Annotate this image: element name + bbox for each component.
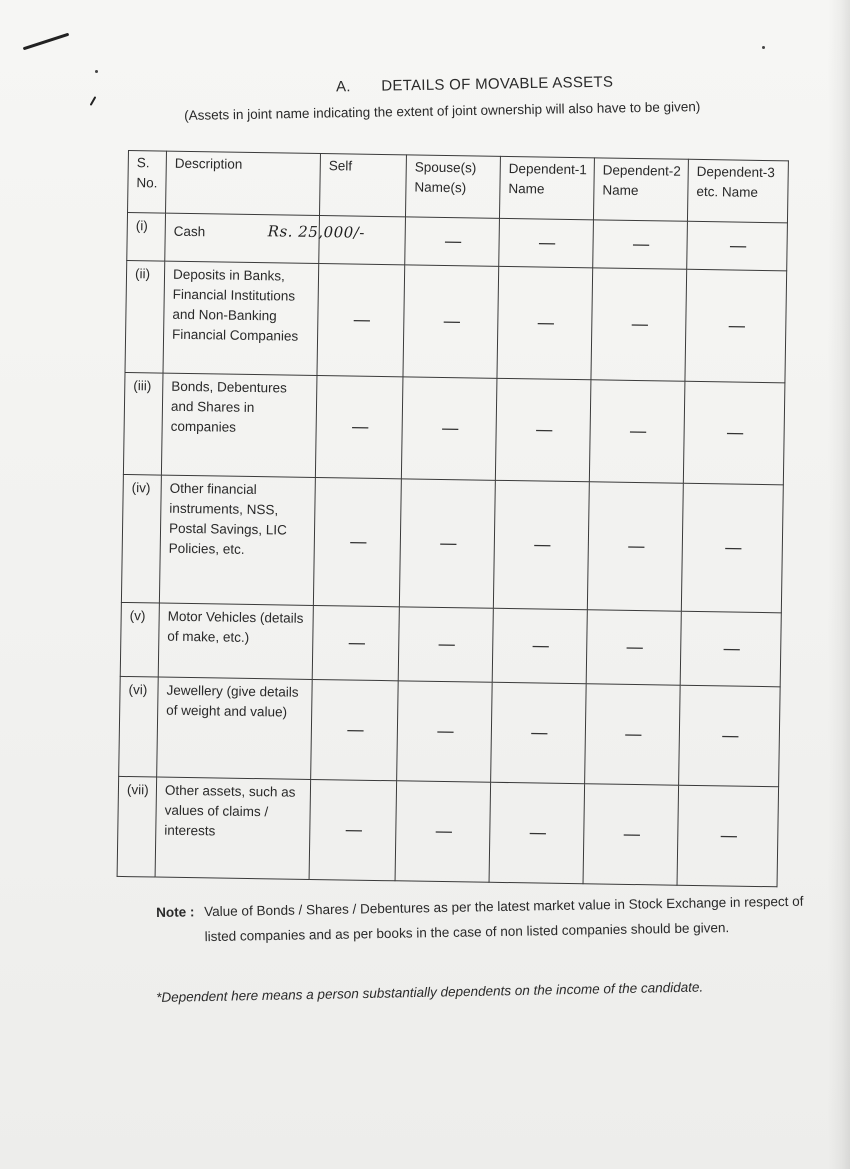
speck <box>762 46 765 49</box>
row-sno: (iv) <box>121 474 161 603</box>
row-description: Jewellery (give details of weight and value) <box>157 677 313 779</box>
row-dependent-1-value: — <box>495 378 591 481</box>
column-header-dependent-3: Dependent-3 etc. Name <box>687 159 788 223</box>
column-header-self: Self <box>319 154 406 217</box>
row-dependent-3-value: — <box>680 611 781 687</box>
page-edge-shadow <box>828 0 850 1169</box>
row-dependent-3-value: — <box>687 221 788 271</box>
row-self-value: — <box>309 779 397 880</box>
row-self-value: — <box>311 679 399 780</box>
row-self-value: — <box>317 264 405 377</box>
row-self-value: — <box>313 477 401 606</box>
row-spouse-value: — <box>405 217 500 266</box>
table-row <box>123 372 785 484</box>
row-spouse-value: — <box>397 681 493 782</box>
row-spouse-value: — <box>403 265 499 378</box>
section-letter: A. <box>335 78 351 96</box>
column-header-sno: S. No. <box>128 151 167 214</box>
row-description: Other financial instruments, NSS, Postal Savings, LIC Policies, etc. <box>159 475 315 605</box>
row-dependent-2-value: — <box>583 784 679 885</box>
row-spouse-value: — <box>395 781 491 882</box>
row-dependent-1-value: — <box>492 608 587 683</box>
row-dependent-1-value: — <box>489 782 585 883</box>
column-header-dependent-2: Dependent-2 Name <box>593 158 688 221</box>
row-sno: (iii) <box>123 372 163 475</box>
table-row <box>121 474 783 612</box>
note-label: Note : <box>156 904 195 920</box>
row-self-value <box>267 216 406 265</box>
row-sno: (vi) <box>119 676 159 777</box>
row-dependent-2-value: — <box>593 220 688 269</box>
note-text: Value of Bonds / Shares / Debentures as per the latest market value in Stock Exchange in respect of listed companies and as per books in the case of non listed companies should be given. <box>204 893 804 945</box>
row-sno: (ii) <box>125 260 165 373</box>
row-spouse-value: — <box>401 377 497 480</box>
row-dependent-2-value: — <box>591 268 687 381</box>
row-sno: (v) <box>120 602 159 677</box>
column-header-spouse: Spouse(s) Name(s) <box>405 155 500 218</box>
note-block <box>156 889 809 950</box>
row-dependent-1-value: — <box>493 480 589 609</box>
row-description: Deposits in Banks, Financial Institutions and Non-Banking Financial Companies <box>163 261 319 375</box>
table-row <box>120 602 781 686</box>
row-dependent-2-value: — <box>589 380 685 483</box>
pen-mark <box>90 96 97 106</box>
row-spouse-value: — <box>399 479 495 608</box>
assets-table-wrapper <box>117 150 788 887</box>
row-dependent-3-value: — <box>681 483 783 613</box>
row-description: Bonds, Debentures and Shares in companies <box>161 373 317 477</box>
section-subtitle: (Assets in joint name indicating the extent of joint ownership will also have to be given) <box>184 98 701 123</box>
row-spouse-value: — <box>398 607 493 682</box>
row-description: Other assets, such as values of claims / interests <box>155 777 311 879</box>
row-self-value: — <box>315 375 403 478</box>
table-row <box>117 776 778 886</box>
dependent-footnote: *Dependent here means a person substantially dependents on the income of the candidate. <box>156 979 704 1005</box>
row-self-value: — <box>312 605 399 680</box>
row-dependent-3-value: — <box>679 685 781 787</box>
row-dependent-1-value: — <box>491 682 587 783</box>
row-sno: (i) <box>127 213 166 262</box>
section-title: DETAILS OF MOVABLE ASSETS <box>381 73 614 95</box>
table-row <box>125 260 787 382</box>
handwritten-amount: Rs. 25,000/- <box>267 222 366 242</box>
section-heading <box>336 74 614 96</box>
column-header-description: Description <box>166 151 321 215</box>
table-header-row <box>128 151 789 223</box>
row-dependent-2-value: — <box>585 684 681 785</box>
row-description-text: Cash <box>173 223 206 240</box>
column-header-dependent-1: Dependent-1 Name <box>499 156 594 219</box>
row-dependent-3-value: — <box>677 785 779 887</box>
row-dependent-1-value: — <box>499 218 594 267</box>
speck <box>95 70 98 73</box>
pen-mark <box>23 33 70 51</box>
row-sno: (vii) <box>117 776 157 877</box>
row-description: Motor Vehicles (details of make, etc.) <box>158 603 313 679</box>
movable-assets-table <box>117 150 789 887</box>
row-dependent-1-value: — <box>497 266 593 379</box>
table-row <box>119 676 780 786</box>
row-dependent-3-value: — <box>685 269 787 383</box>
row-dependent-2-value: — <box>587 482 683 611</box>
row-dependent-2-value: — <box>586 610 681 685</box>
row-dependent-3-value: — <box>683 381 785 485</box>
